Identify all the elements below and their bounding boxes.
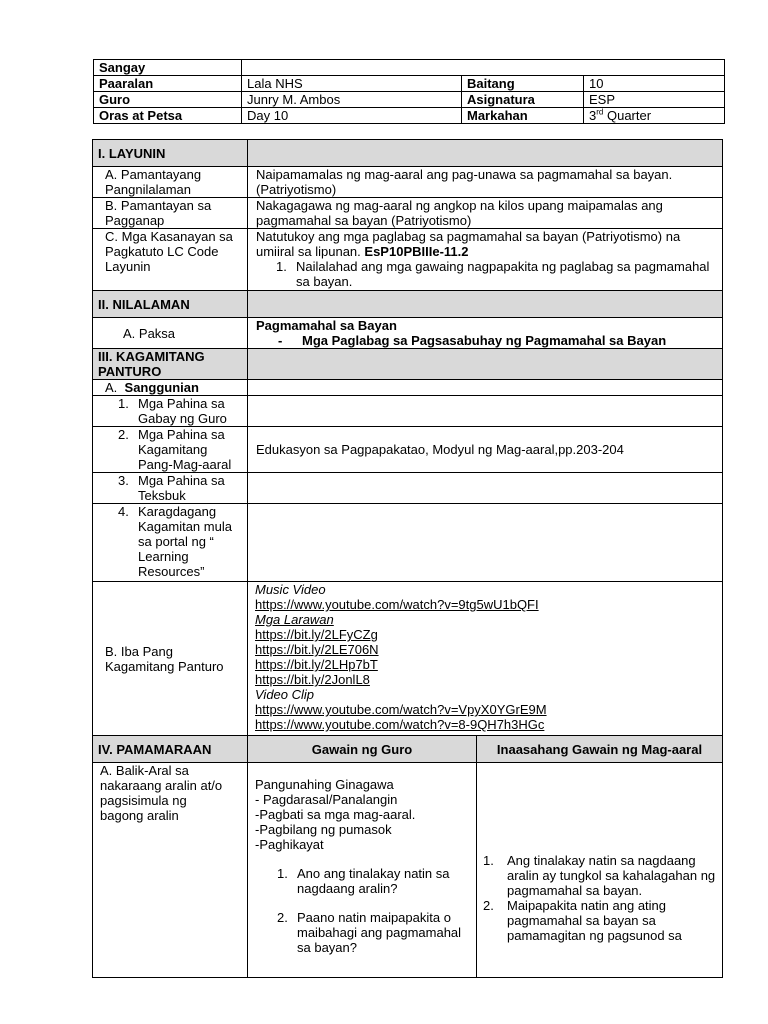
paaralan-value: Lala NHS (242, 76, 462, 92)
item-4-value (248, 504, 723, 582)
layunin-title: I. LAYUNIN (93, 140, 248, 167)
layunin-c-item-num: 1. (276, 259, 287, 274)
lesson-table (92, 139, 723, 978)
item-1-num: 1. (118, 396, 129, 411)
markahan-value (584, 108, 725, 124)
video-clip-link-1[interactable]: https://www.youtube.com/watch?v=VpyX0YGrE9M (255, 702, 547, 717)
layunin-c-item (256, 259, 717, 289)
larawan-link-3[interactable]: https://bit.ly/2LHp7bT (255, 657, 378, 672)
col-magaaral-header: Inaasahang Gawain ng Mag-aaral (477, 736, 723, 763)
magaaral-cell (477, 763, 723, 978)
layunin-c-code: EsP10PBIIIe-11.2 (364, 244, 469, 259)
asignatura-label: Asignatura (462, 92, 584, 108)
sanggunian-text: Sanggunian (124, 380, 199, 395)
paksa-label: A. Paksa (93, 318, 248, 349)
guro-question-1 (255, 866, 471, 896)
item-2-num: 2. (118, 427, 129, 442)
baitang-label: Baitang (462, 76, 584, 92)
magaaral-answer-2 (483, 898, 717, 943)
markahan-num: 3 (589, 108, 597, 123)
magaaral-a2-num: 2. (483, 898, 494, 913)
item-2-value: Edukasyon sa Pagpapakatao, Modyul ng Mag-aaral,pp.203-204 (248, 427, 723, 473)
sangay-value (242, 60, 725, 76)
paksa-sub-row (256, 333, 717, 348)
guro-q2-num: 2. (277, 910, 288, 925)
item-3-value (248, 473, 723, 504)
nilalaman-title-fill (248, 291, 723, 318)
guro-cell (248, 763, 477, 978)
layunin-c-value: Natutukoy ang mga paglabag sa pagmamahal sa bayan (Patriyotismo) na umiiral sa lipunan. (256, 229, 681, 259)
item-2-text: Mga Pahina sa Kagamitang Pang-Mag-aaral (138, 427, 232, 472)
guro-line-1: - Pagdarasal/Panalangin (255, 792, 398, 807)
video-clip-heading: Video Clip (255, 687, 315, 702)
larawan-link-2[interactable]: https://bit.ly/2LE706N (255, 642, 379, 657)
item-3-text: Mga Pahina sa Teksbuk (138, 473, 225, 503)
kagamitan-title-fill (248, 349, 723, 380)
guro-heading: Pangunahing Ginagawa (255, 777, 394, 792)
paksa-title: Pagmamahal sa Bayan (256, 318, 397, 333)
col-guro-header: Gawain ng Guro (248, 736, 477, 763)
asignatura-value: ESP (584, 92, 725, 108)
guro-q1-num: 1. (277, 866, 288, 881)
guro-label: Guro (94, 92, 242, 108)
guro-q2-text: Paano natin maipapakita o maibahagi ang pagmamahal sa bayan? (297, 910, 462, 955)
item-4-label (93, 504, 248, 582)
paksa-sub: Mga Paglabag sa Pagsasabuhay ng Pagmamahal sa Bayan (302, 333, 667, 348)
layunin-a-value: Naipamamalas ng mag-aaral ang pag-unawa sa pagmamahal sa bayan. (Patriyotismo) (248, 167, 723, 198)
item-1-label (93, 396, 248, 427)
magaaral-answer-1 (483, 853, 717, 898)
markahan-sup: rd (596, 107, 604, 117)
nilalaman-title: II. NILALAMAN (93, 291, 248, 318)
magaaral-a1-text: Ang tinalakay natin sa nagdaang aralin ay tungkol sa kahalagahan ng pagmamahal sa bayan. (507, 853, 716, 898)
guro-line-3: -Pagbilang ng pumasok (255, 822, 392, 837)
guro-q1-text: Ano ang tinalakay natin sa nagdaang aralin? (297, 866, 450, 896)
markahan-rest: Quarter (603, 108, 652, 123)
oras-label: Oras at Petsa (94, 108, 242, 124)
layunin-c-label: C. Mga Kasanayan sa Pagkatuto LC Code Layunin (93, 229, 248, 291)
guro-value: Junry M. Ambos (242, 92, 462, 108)
layunin-title-fill (248, 140, 723, 167)
guro-question-2 (255, 910, 471, 955)
item-2-label (93, 427, 248, 473)
sanggunian-label (93, 380, 248, 396)
kagamitan-title: III. KAGAMITANG PANTURO (93, 349, 248, 380)
layunin-b-label: B. Pamantayan sa Pagganap (93, 198, 248, 229)
larawan-heading: Mga Larawan (255, 612, 334, 627)
music-video-link[interactable]: https://www.youtube.com/watch?v=9tg5wU1bQFI (255, 597, 539, 612)
item-1-value (248, 396, 723, 427)
balik-aral-label: A. Balik-Aral sa nakaraang aralin at/o pagsisimula ng bagong aralin (93, 763, 248, 978)
layunin-c-cell (248, 229, 723, 291)
markahan-label: Markahan (462, 108, 584, 124)
pamamaraan-title: IV. PAMAMARAAN (93, 736, 248, 763)
item-4-text: Karagdagang Kagamitan mula sa portal ng “ Learning Resources” (138, 504, 232, 579)
item-3-num: 3. (118, 473, 129, 488)
item-3-label (93, 473, 248, 504)
header-table (93, 59, 725, 124)
sangay-label: Sangay (94, 60, 242, 76)
oras-value: Day 10 (242, 108, 462, 124)
video-clip-link-2[interactable]: https://www.youtube.com/watch?v=8-9QH7h3HGc (255, 717, 545, 732)
item-4-num: 4. (118, 504, 129, 519)
paaralan-label: Paaralan (94, 76, 242, 92)
sanggunian-prefix: A. (105, 380, 118, 395)
layunin-a-label: A. Pamantayang Pangnilalaman (93, 167, 248, 198)
baitang-value: 10 (584, 76, 725, 92)
layunin-c-item-text: Nailalahad ang mga gawaing nagpapakita ng paglabag sa pagmamahal sa bayan. (296, 259, 710, 289)
guro-line-2: -Pagbati sa mga mag-aaral. (255, 807, 416, 822)
paksa-dash: - (278, 333, 283, 348)
larawan-link-4[interactable]: https://bit.ly/2JonlL8 (255, 672, 370, 687)
sanggunian-fill (248, 380, 723, 396)
item-1-text: Mga Pahina sa Gabay ng Guro (138, 396, 227, 426)
magaaral-a2-text: Maipapakita natin ang ating pagmamahal sa bayan sa pamamagitan ng pagsunod sa (507, 898, 682, 943)
music-video-heading: Music Video (255, 582, 326, 597)
magaaral-a1-num: 1. (483, 853, 494, 868)
iba-label: B. Iba Pang Kagamitang Panturo (93, 582, 248, 736)
iba-cell (248, 582, 723, 736)
layunin-b-value: Nakagagawa ng mag-aaral ng angkop na kilos upang maipamalas ang pagmamahal sa bayan (Patriyotismo) (248, 198, 723, 229)
guro-line-4: -Paghikayat (255, 837, 324, 852)
paksa-cell (248, 318, 723, 349)
larawan-link-1[interactable]: https://bit.ly/2LFyCZg (255, 627, 378, 642)
